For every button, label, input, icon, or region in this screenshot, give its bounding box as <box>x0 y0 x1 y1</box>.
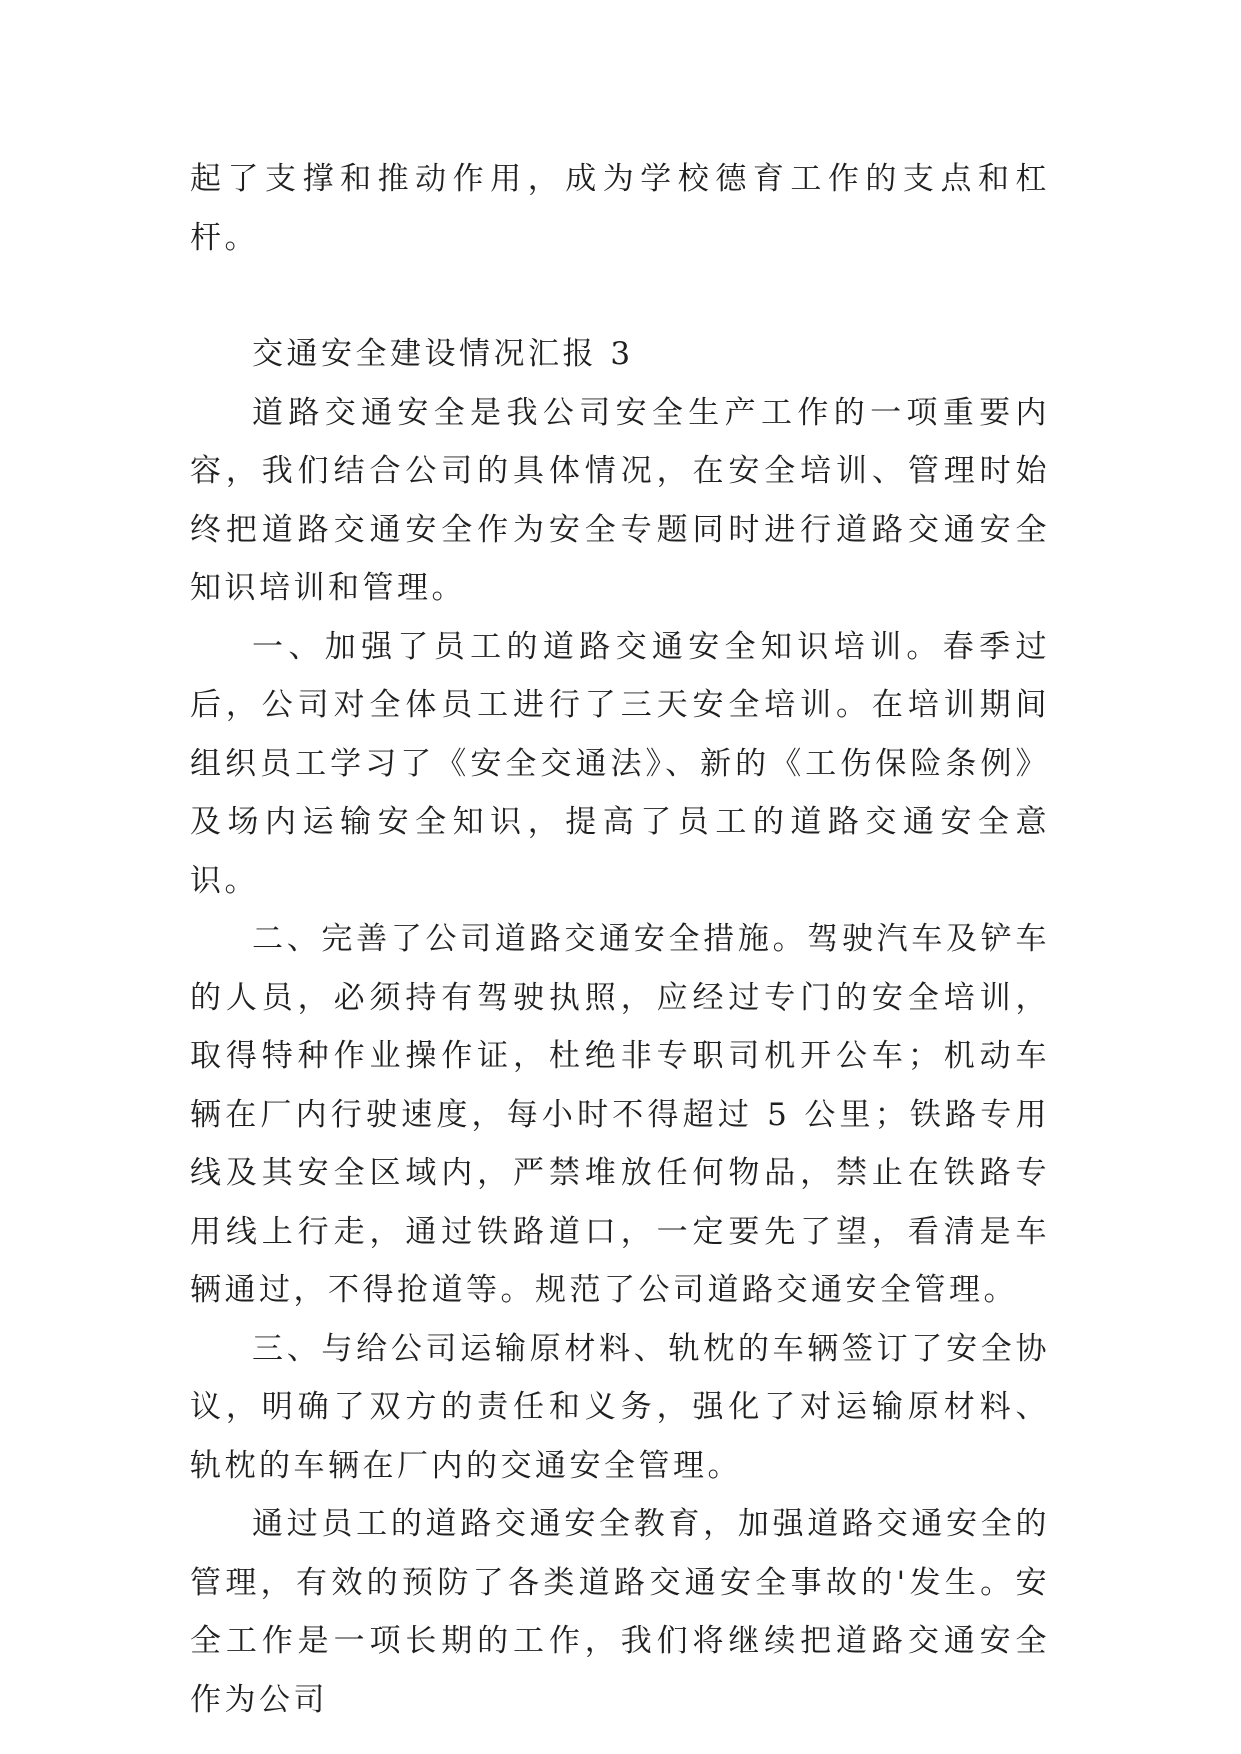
paragraph-intro: 道路交通安全是我公司安全生产工作的一项重要内容，我们结合公司的具体情况，在安全培训、管理时始终把道路交通安全作为安全专题同时进行道路交通安全知识培训和管理。 <box>190 394 1050 606</box>
document-body <box>190 150 1050 1729</box>
paragraph-agreement: 三、与给公司运输原材料、轨枕的车辆签订了安全协议，明确了双方的责任和义务，强化了对运输原材料、轨枕的车辆在厂内的交通安全管理。 <box>190 1330 1050 1484</box>
section-spacer <box>190 267 1050 325</box>
paragraph-training: 一、加强了员工的道路交通安全知识培训。春季过后，公司对全体员工进行了三天安全培训。在培训期间组织员工学习了《安全交通法》、新的《工伤保险条例》及场内运输安全知识，提高了员工的道路交通安全意识。 <box>190 628 1050 899</box>
paragraph-conclusion: 通过员工的道路交通安全教育，加强道路交通安全的管理，有效的预防了各类道路交通安全事故的'发生。安全工作是一项长期的工作，我们将继续把道路交通安全作为公司 <box>190 1506 1050 1718</box>
section-heading: 交通安全建设情况汇报 3 <box>252 336 634 372</box>
paragraph-measures: 二、完善了公司道路交通安全措施。驾驶汽车及铲车的人员，必须持有驾驶执照，应经过专门的安全培训，取得特种作业操作证，杜绝非专职司机开公车；机动车辆在厂内行驶速度，每小时不得超过 5 公里；铁路专用线及其安全区域内，严禁堆放任何物品，禁止在铁路专用线上行走，通过铁路道口，一定要先了望，看清是车辆通过，不得抢道等。规范了公司道路交通安全管理。 <box>190 921 1050 1308</box>
continuation-text: 起了支撑和推动作用，成为学校德育工作的支点和杠杆。 <box>190 161 1050 256</box>
